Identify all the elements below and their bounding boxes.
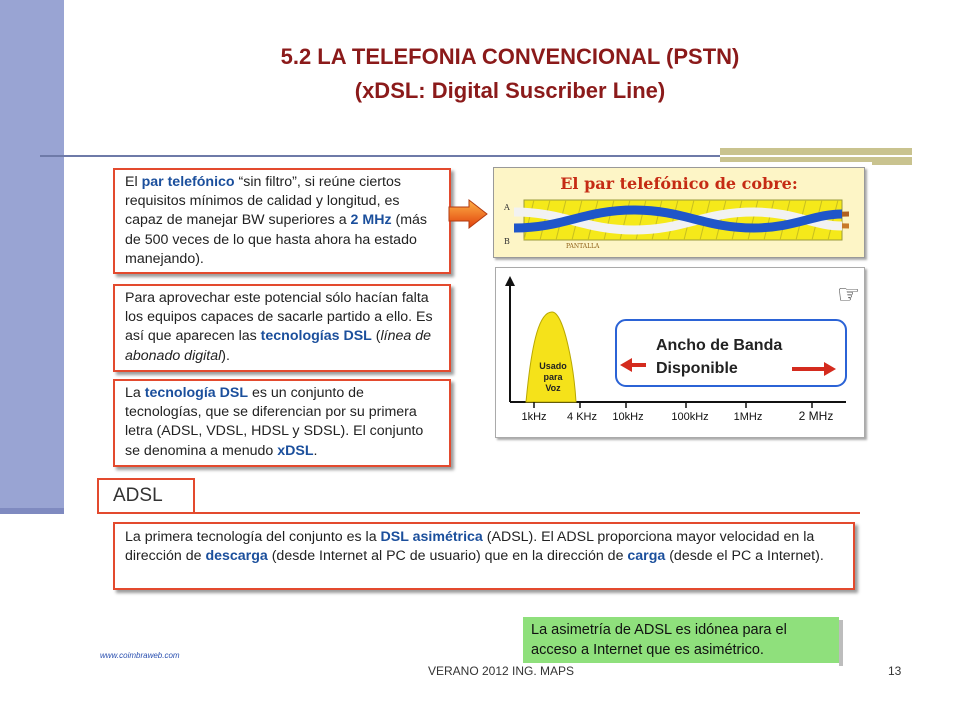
text-card-twisted-pair xyxy=(113,168,451,274)
pointing-hand-icon: ☞ xyxy=(837,279,861,309)
adsl-bold-1: DSL asimétrica xyxy=(380,529,483,545)
card2-text-1: Para aprovechar este potencial sólo hacían falta los equipos capaces de sacarle partido a ello. Es así que aparecen las xyxy=(125,290,433,345)
card1-text-2: “sin filtro”, si reúne ciertos requisitos mínimos de calidad y longitud, es capaz de manejar BW superiores a xyxy=(125,174,401,229)
adsl-section-line xyxy=(97,512,860,514)
tick-label-3: 10kHz xyxy=(612,411,644,423)
tick-label-2: 4 KHz xyxy=(567,411,597,423)
twisted-pair-illustration xyxy=(494,168,864,257)
tick-label-4: 100kHz xyxy=(671,411,709,423)
adsl-text-4: (desde el PC a Internet). xyxy=(665,548,824,565)
voice-band-label-2: para xyxy=(543,372,563,382)
voice-band-label-3: Voz xyxy=(545,383,561,393)
source-url: www.coimbraweb.com xyxy=(100,651,180,660)
adsl-text-1: La primera tecnología del conjunto es la xyxy=(125,529,381,545)
tick-label-6: 2 MHz xyxy=(798,409,834,423)
asymmetry-note: La asimetría de ADSL es idónea para el acceso a Internet que es asimétrico. xyxy=(523,617,839,663)
adsl-text-3: (desde Internet al PC de usuario) que en la dirección de xyxy=(267,548,628,565)
text-card-adsl xyxy=(113,522,855,590)
shield-label: PANTALLA xyxy=(566,243,600,250)
card2-text-3: ). xyxy=(221,347,230,364)
tick-label-5: 1MHz xyxy=(733,411,763,423)
card1-text-1: El xyxy=(125,174,142,190)
card3-text-1: La xyxy=(125,385,145,401)
tick-label-1: 1kHz xyxy=(521,411,547,423)
card2-bold-1: tecnologías DSL xyxy=(260,328,372,345)
voice-band-label-1: Usado xyxy=(539,361,567,371)
card3-bold-2: xDSL xyxy=(277,442,314,459)
wire-label-a: A xyxy=(504,203,510,212)
adsl-section-tab: ADSL xyxy=(97,478,195,514)
available-bandwidth-line1: Ancho de Banda xyxy=(656,337,783,354)
available-bandwidth-line2: Disponible xyxy=(656,360,738,377)
adsl-text-2: (ADSL). El ADSL proporciona mayor velocidad en la dirección de xyxy=(125,529,815,565)
card1-bold-1: par telefónico xyxy=(141,174,235,190)
sidebar-shadow xyxy=(0,508,64,514)
card2-text-2: ( xyxy=(371,328,381,345)
copper-pair-title: El par telefónico de cobre: xyxy=(560,174,798,193)
page-number: 13 xyxy=(888,664,902,678)
card3-bold-1: tecnología DSL xyxy=(144,385,248,401)
bandwidth-spectrum-image xyxy=(495,267,865,438)
sidebar-bar xyxy=(0,0,64,512)
spectrum-diagram xyxy=(496,268,864,437)
card1-text-3: (más de 500 veces de lo que hasta ahora ha estado manejando). xyxy=(125,212,428,267)
right-arrow-icon xyxy=(447,198,489,230)
copper-pair-image xyxy=(493,167,865,258)
adsl-bold-2: descarga xyxy=(205,548,268,565)
decor-bar-1 xyxy=(720,148,912,155)
note-shadow xyxy=(839,620,843,666)
card3-text-2: es un conjunto de tecnologías, que se diferencian por su primera letra (ADSL, VDSL, HDSL y SDSL). El conjunto se denomina a menudo xyxy=(125,385,424,459)
footer-text: VERANO 2012 ING. MAPS xyxy=(428,664,575,678)
card3-text-3: . xyxy=(313,442,318,459)
card1-bold-2: 2 MHz xyxy=(350,212,392,229)
wire-label-b: B xyxy=(504,237,510,246)
title-divider xyxy=(40,155,720,157)
card2-italic-1: línea de abonado digital xyxy=(125,328,431,364)
slide-title: 5.2 LA TELEFONIA CONVENCIONAL (PSTN) xyxy=(280,44,740,69)
text-card-xdsl xyxy=(113,379,451,467)
slide-subtitle: (xDSL: Digital Suscriber Line) xyxy=(354,78,666,103)
decor-bar-3 xyxy=(872,160,912,165)
adsl-bold-3: carga xyxy=(627,548,666,565)
text-card-dsl-intro xyxy=(113,284,451,372)
